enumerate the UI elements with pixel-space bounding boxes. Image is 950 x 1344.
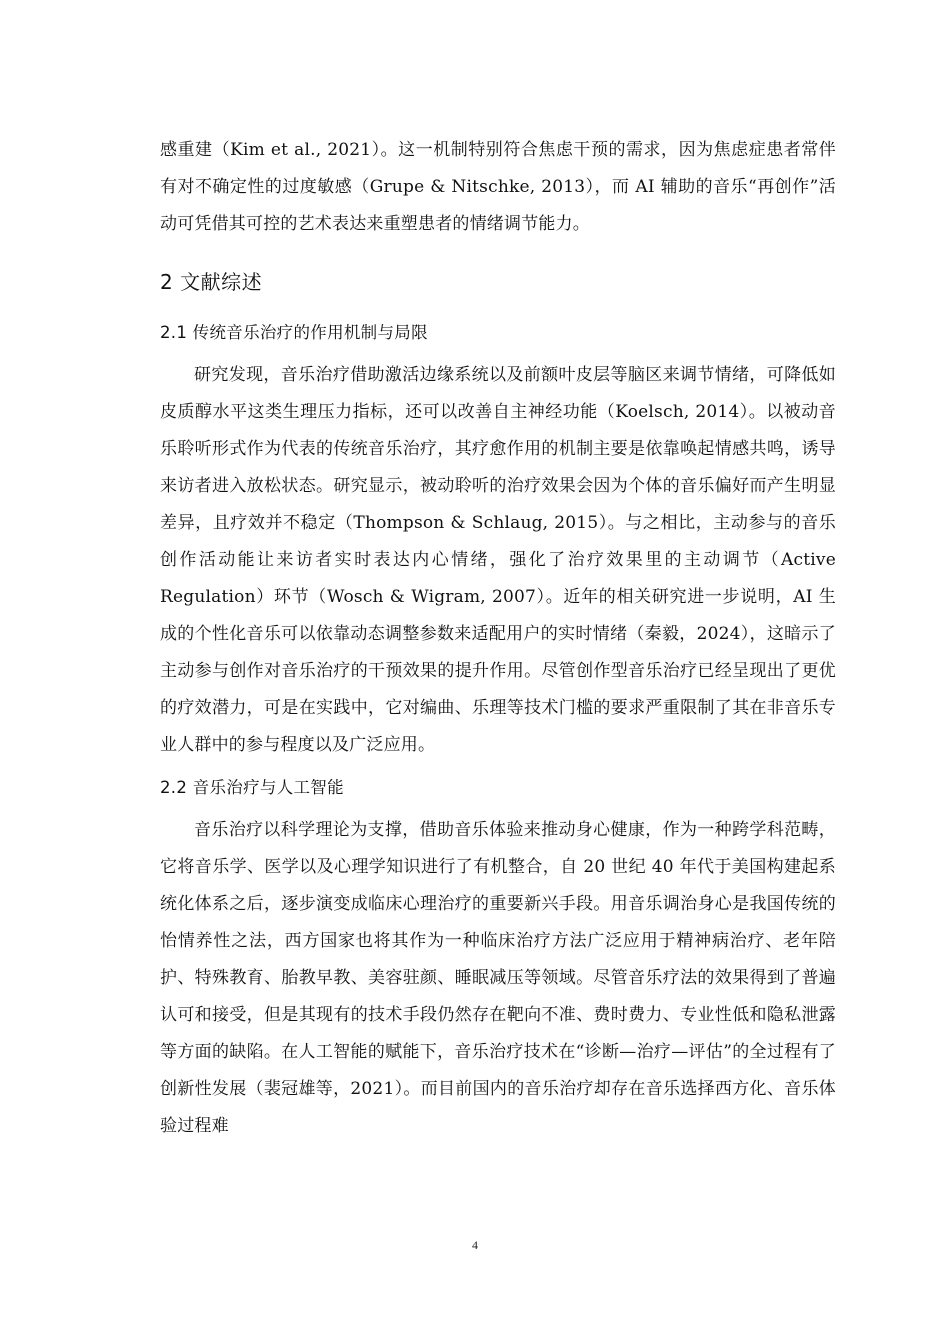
intro-paragraph: 感重建（Kim et al., 2021）。这一机制特别符合焦虑干预的需求，因为焦虑症患者常伴有对不确定性的过度敏感（Grupe & Nitschke, 2013），而 AI 辅助的音乐“再创作”活动可凭借其可控的艺术表达来重塑患者的情绪调节能力。 bbox=[160, 140, 836, 234]
page-body bbox=[160, 132, 836, 1145]
music-therapy-ai-paragraph: 音乐治疗以科学理论为支撑，借助音乐体验来推动身心健康，作为一种跨学科范畴，它将音乐学、医学以及心理学知识进行了有机整合，自 20 世纪 40 年代于美国构建起系统化体系之后，逐步演变成临床心理治疗的重要新兴手段。用音乐调治身心是我国传统的怡情养性之法，西方国家也将其作为一种临床治疗方法广泛应用于精神病治疗、老年陪护、特殊教育、胎教早教、美容驻颜、睡眠减压等领域。尽管音乐疗法的效果得到了普遍认可和接受，但是其现有的技术手段仍然存在靶向不准、费时费力、专业性低和隐私泄露等方面的缺陷。在人工智能的赋能下，音乐治疗技术在“诊断—治疗—评估”的全过程有了创新性发展（裴冠雄等，2021）。而目前国内的音乐治疗却存在音乐选择西方化、音乐体验过程难 bbox=[160, 820, 836, 1136]
section-heading-literature-review: 2 文献综述 bbox=[160, 270, 263, 294]
subsection-heading-music-therapy-ai: 2.2 音乐治疗与人工智能 bbox=[160, 778, 344, 797]
traditional-music-therapy-paragraph: 研究发现，音乐治疗借助激活边缘系统以及前额叶皮层等脑区来调节情绪，可降低如皮质醇水平这类生理压力指标，还可以改善自主神经功能（Koelsch, 2014）。以被动音乐聆听形式作为代表的传统音乐治疗，其疗愈作用的机制主要是依靠唤起情感共鸣，诱导来访者进入放松状态。研究显示，被动聆听的治疗效果会因为个体的音乐偏好而产生明显差异，且疗效并不稳定（Thompson & Schlaug, 2015）。与之相比，主动参与的音乐创作活动能让来访者实时表达内心情绪，强化了治疗效果里的主动调节（Active Regulation）环节（Wosch & Wigram, 2007）。近年的相关研究进一步说明，AI 生成的个性化音乐可以依靠动态调整参数来适配用户的实时情绪（秦毅，2024），这暗示了主动参与创作对音乐治疗的干预效果的提升作用。尽管创作型音乐治疗已经呈现出了更优的疗效潜力，可是在实践中，它对编曲、乐理等技术门槛的要求严重限制了其在非音乐专业人群中的参与程度以及广泛应用。 bbox=[160, 365, 836, 755]
subsection-heading-traditional-music-therapy: 2.1 传统音乐治疗的作用机制与局限 bbox=[160, 323, 428, 342]
page-number: 4 bbox=[472, 1238, 478, 1252]
